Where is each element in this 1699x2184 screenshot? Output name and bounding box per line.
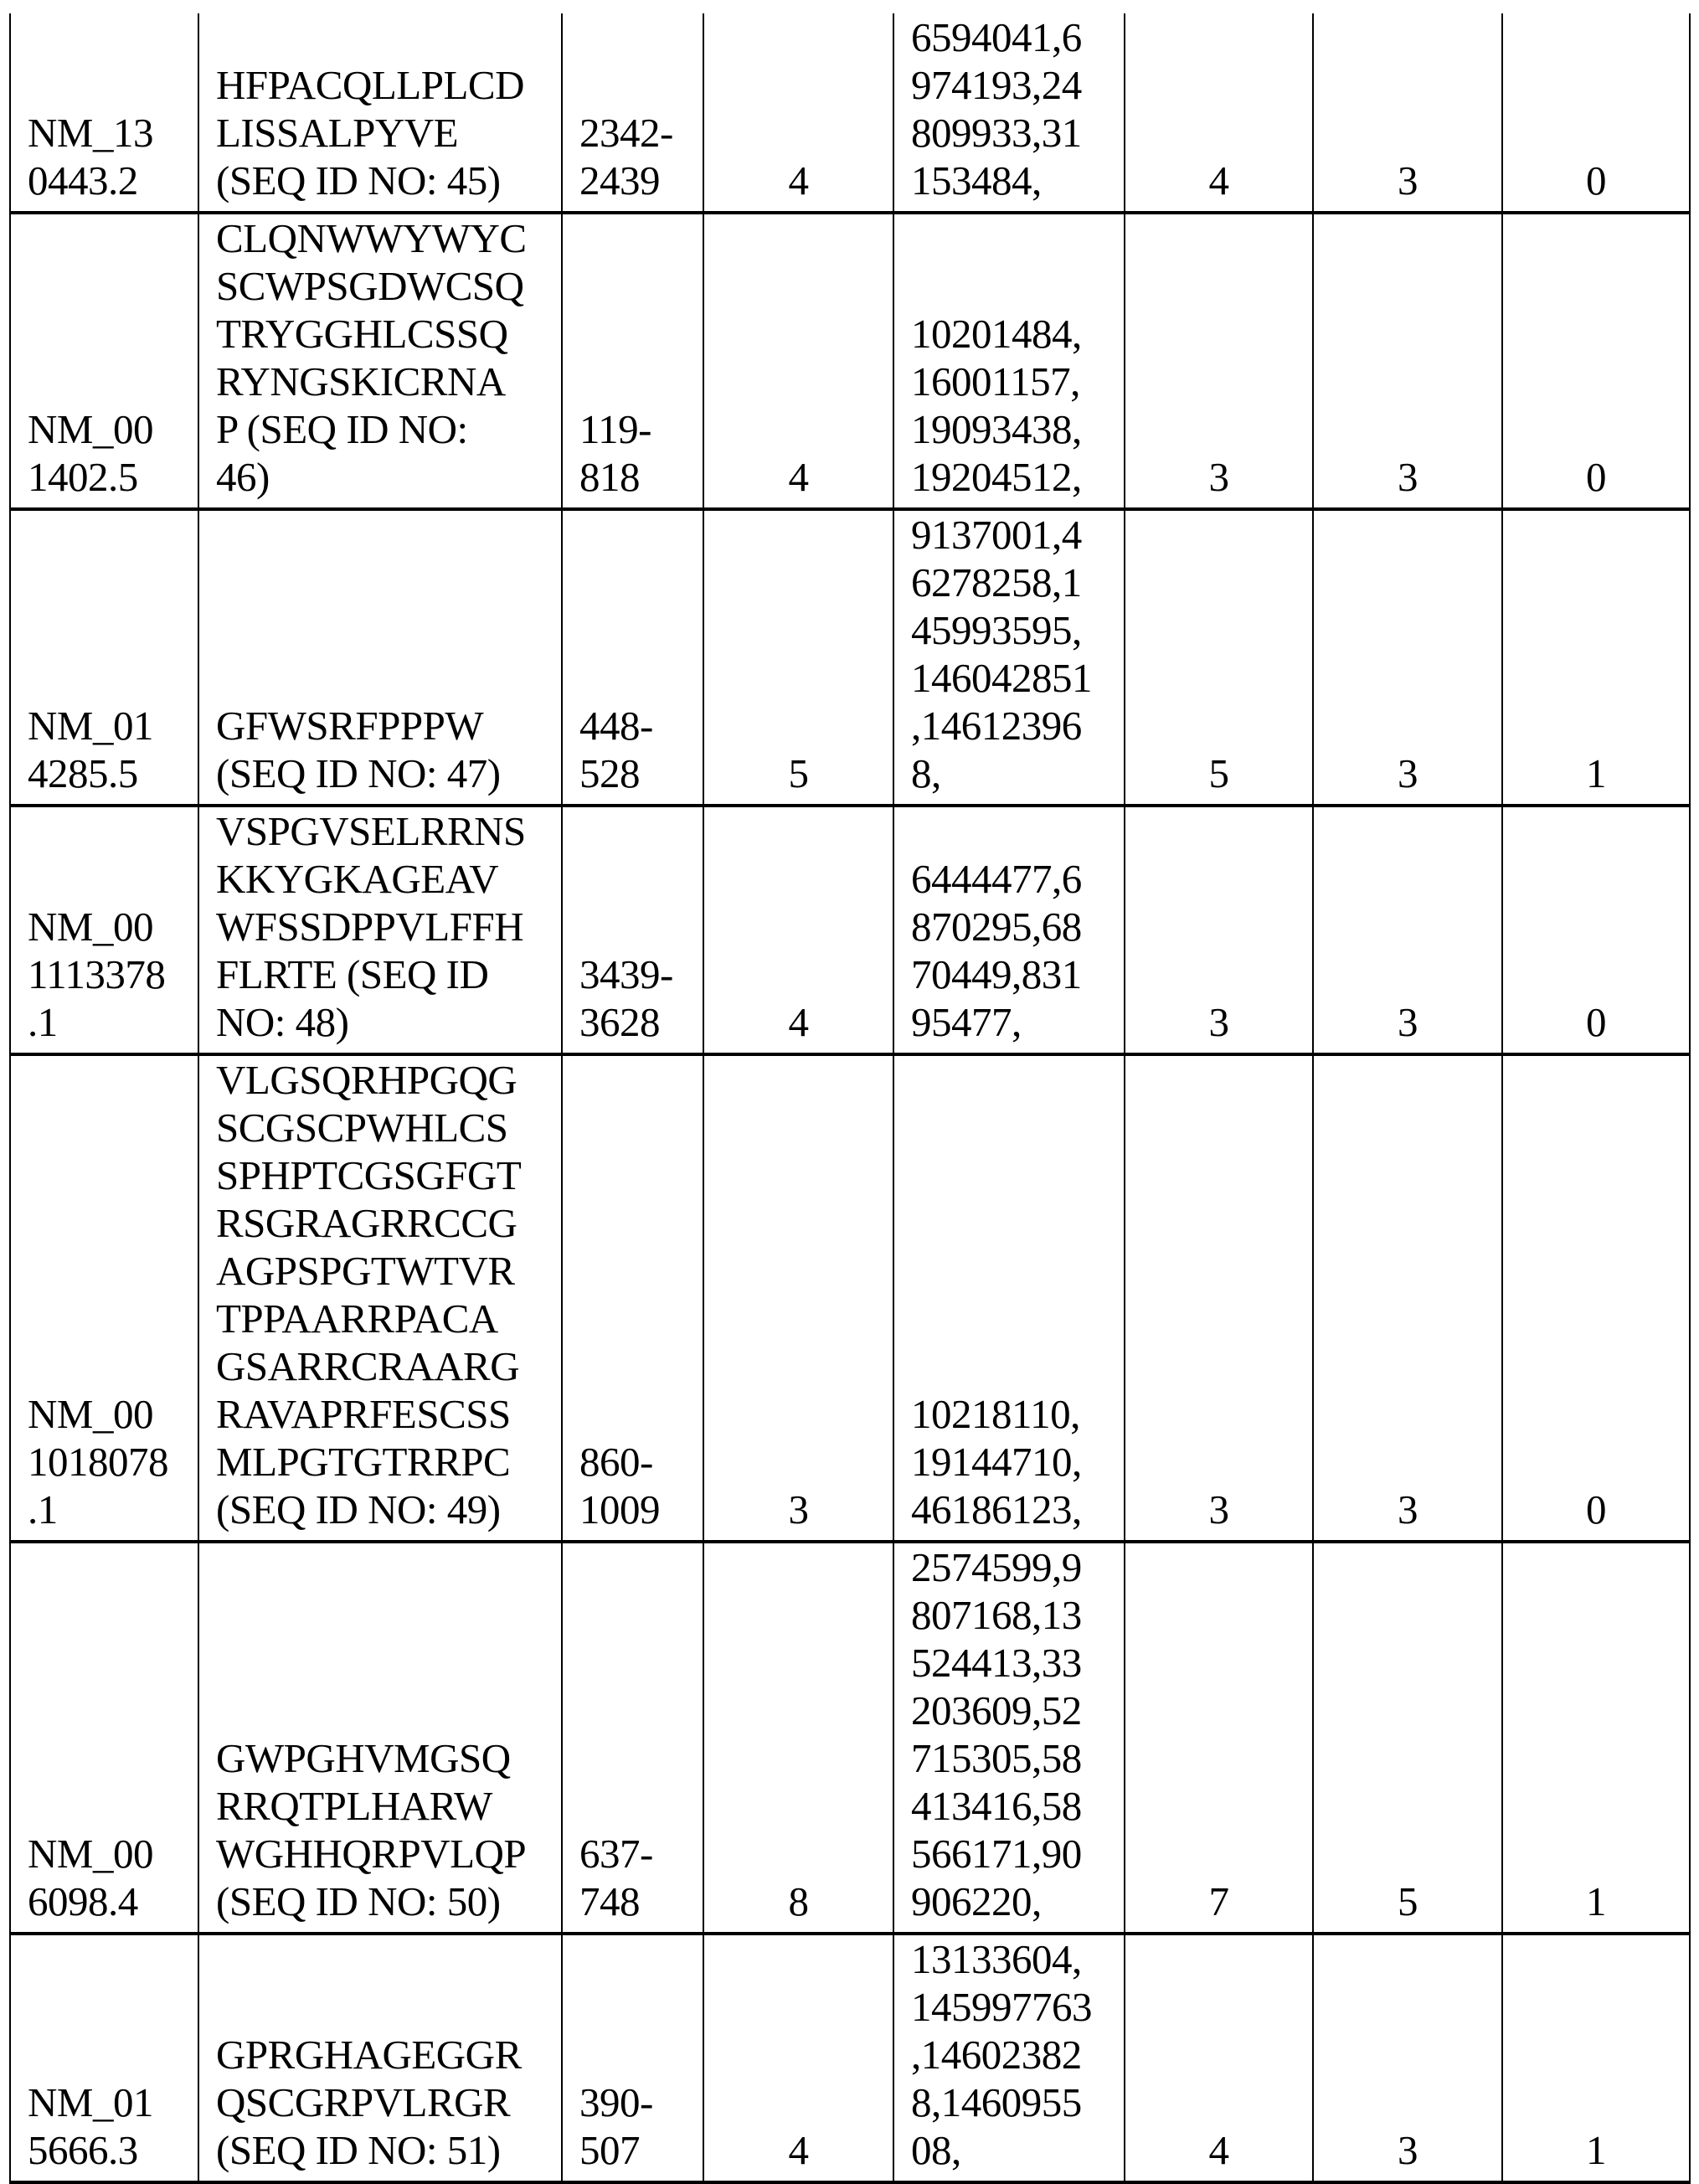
- cell-line: 19093438,: [911, 406, 1082, 452]
- cell-line: 9137001,4: [911, 512, 1082, 558]
- reference-ids-cell: [893, 1542, 1125, 1934]
- cell-line: HFPACQLLPLCD: [216, 62, 524, 108]
- cell-line: VSPGVSELRRNS: [216, 808, 526, 854]
- count-cell-col6: 4: [1125, 1934, 1313, 2182]
- cell-line: (SEQ ID NO: 49): [216, 1486, 501, 1532]
- reference-ids-cell: [893, 1934, 1125, 2182]
- cell-line: 19204512,: [911, 454, 1082, 500]
- cell-line: WGHHQRPVLQP: [216, 1831, 527, 1877]
- count-cell-col8: 1: [1502, 509, 1690, 806]
- cell-line: 809933,31: [911, 110, 1082, 156]
- cell-line: NM_00: [28, 406, 153, 452]
- cell-line: SPHPTCGSGFGT: [216, 1152, 522, 1198]
- cell-line: GFWSRFPPPW: [216, 703, 484, 749]
- cell-line: SCWPSGDWCSQ: [216, 263, 524, 309]
- count-cell-col6: 7: [1125, 1542, 1313, 1934]
- cell-line: NM_13: [28, 110, 153, 156]
- cell-line: 906220,: [911, 1878, 1042, 1924]
- count-cell-col4: 4: [703, 1934, 893, 2182]
- count-cell-col6: 3: [1125, 806, 1313, 1054]
- accession-cell: [10, 806, 198, 1054]
- cell-line: NM_01: [28, 2079, 153, 2125]
- cell-line: (SEQ ID NO: 47): [216, 750, 501, 796]
- cell-line: 3439-: [579, 951, 673, 997]
- cell-line: NM_01: [28, 703, 153, 749]
- cell-line: 1113378: [28, 951, 166, 997]
- count-cell-col6: 4: [1125, 13, 1313, 213]
- count-cell-col6: 5: [1125, 509, 1313, 806]
- cell-line: 3628: [579, 999, 660, 1045]
- cell-line: 2342-: [579, 110, 673, 156]
- cell-line: 566171,90: [911, 1831, 1082, 1877]
- count-cell-col7: 3: [1313, 13, 1502, 213]
- peptide-sequence-cell: [198, 806, 562, 1054]
- cell-line: GPRGHAGEGGR: [216, 2032, 522, 2078]
- reference-ids-cell: [893, 509, 1125, 806]
- cell-line: 46): [216, 454, 270, 500]
- count-cell-col6: 3: [1125, 1054, 1313, 1542]
- accession-cell: [10, 509, 198, 806]
- peptide-sequence-cell: [198, 1054, 562, 1542]
- accession-cell: [10, 13, 198, 213]
- cell-line: FLRTE (SEQ ID: [216, 951, 489, 997]
- cell-line: 46186123,: [911, 1486, 1082, 1532]
- cell-line: 45993595,: [911, 607, 1082, 653]
- cell-line: 637-: [579, 1831, 653, 1877]
- cell-line: 807168,13: [911, 1592, 1082, 1638]
- cell-line: GWPGHVMGSQ: [216, 1735, 511, 1781]
- cell-line: 1009: [579, 1486, 660, 1532]
- position-range-cell: [562, 1934, 703, 2182]
- table-row: [10, 1542, 1690, 1934]
- reference-ids-cell: [893, 213, 1125, 509]
- count-cell-col4: 5: [703, 509, 893, 806]
- count-cell-col7: 3: [1313, 1934, 1502, 2182]
- cell-line: (SEQ ID NO: 51): [216, 2127, 501, 2173]
- count-cell-col7: 3: [1313, 509, 1502, 806]
- count-cell-col7: 3: [1313, 1054, 1502, 1542]
- position-range-cell: [562, 213, 703, 509]
- table-row: [10, 13, 1690, 213]
- accession-cell: [10, 1542, 198, 1934]
- reference-ids-cell: [893, 1054, 1125, 1542]
- cell-line: NO: 48): [216, 999, 349, 1045]
- count-cell-col4: 8: [703, 1542, 893, 1934]
- count-cell-col8: 0: [1502, 13, 1690, 213]
- peptide-sequence-cell: [198, 13, 562, 213]
- cell-line: WFSSDPPVLFFH: [216, 904, 524, 950]
- position-range-cell: [562, 1542, 703, 1934]
- cell-line: 5666.3: [28, 2127, 138, 2173]
- cell-line: RSGRAGRRCCG: [216, 1200, 517, 1246]
- cell-line: 2439: [579, 157, 660, 203]
- sequence-table: [9, 13, 1691, 2184]
- cell-line: (SEQ ID NO: 50): [216, 1878, 501, 1924]
- cell-line: .1: [28, 999, 58, 1045]
- position-range-cell: [562, 806, 703, 1054]
- table-row: [10, 1054, 1690, 1542]
- cell-line: 507: [579, 2127, 640, 2173]
- cell-line: 203609,52: [911, 1687, 1082, 1733]
- cell-line: 818: [579, 454, 640, 500]
- table-row: [10, 509, 1690, 806]
- accession-cell: [10, 1054, 198, 1542]
- cell-line: TPPAARRPACA: [216, 1295, 498, 1342]
- count-cell-col6: 3: [1125, 213, 1313, 509]
- count-cell-col7: 5: [1313, 1542, 1502, 1934]
- count-cell-col4: 3: [703, 1054, 893, 1542]
- count-cell-col8: 1: [1502, 1542, 1690, 1934]
- cell-line: 19144710,: [911, 1439, 1082, 1485]
- cell-line: 119-: [579, 406, 651, 452]
- position-range-cell: [562, 13, 703, 213]
- reference-ids-cell: [893, 13, 1125, 213]
- cell-line: 146042851: [911, 655, 1092, 701]
- cell-line: 860-: [579, 1439, 653, 1485]
- cell-line: RRQTPLHARW: [216, 1783, 492, 1829]
- cell-line: 70449,831: [911, 951, 1082, 997]
- cell-line: 1402.5: [28, 454, 138, 500]
- accession-cell: [10, 213, 198, 509]
- cell-line: .1: [28, 1486, 58, 1532]
- cell-line: LISSALPYVE: [216, 110, 459, 156]
- cell-line: 448-: [579, 703, 653, 749]
- cell-line: 1018078: [28, 1439, 168, 1485]
- count-cell-col8: 0: [1502, 1054, 1690, 1542]
- cell-line: 413416,58: [911, 1783, 1082, 1829]
- cell-line: P (SEQ ID NO:: [216, 406, 468, 452]
- count-cell-col4: 4: [703, 13, 893, 213]
- cell-line: (SEQ ID NO: 45): [216, 157, 501, 203]
- table-row: [10, 1934, 1690, 2182]
- cell-line: 145997763: [911, 1984, 1092, 2030]
- cell-line: 95477,: [911, 999, 1022, 1045]
- count-cell-col7: 3: [1313, 806, 1502, 1054]
- position-range-cell: [562, 509, 703, 806]
- peptide-sequence-cell: [198, 509, 562, 806]
- cell-line: TRYGGHLCSSQ: [216, 311, 508, 357]
- cell-line: 16001157,: [911, 358, 1080, 404]
- cell-line: 8,: [911, 750, 941, 796]
- cell-line: SCGSCPWHLCS: [216, 1105, 508, 1151]
- cell-line: 2574599,9: [911, 1544, 1082, 1590]
- cell-line: MLPGTGTRRPC: [216, 1439, 511, 1485]
- count-cell-col7: 3: [1313, 213, 1502, 509]
- cell-line: VLGSQRHPGQG: [216, 1057, 517, 1103]
- cell-line: 715305,58: [911, 1735, 1082, 1781]
- count-cell-col8: 0: [1502, 806, 1690, 1054]
- cell-line: KKYGKAGEAV: [216, 856, 499, 902]
- cell-line: 0443.2: [28, 157, 138, 203]
- cell-line: RYNGSKICRNA: [216, 358, 506, 404]
- cell-line: AGPSPGTWTVR: [216, 1248, 515, 1294]
- table-row: [10, 213, 1690, 509]
- cell-line: 528: [579, 750, 640, 796]
- cell-line: RAVAPRFESCSS: [216, 1391, 511, 1437]
- cell-line: 524413,33: [911, 1640, 1082, 1686]
- cell-line: 08,: [911, 2127, 961, 2173]
- table-body: [10, 13, 1690, 2182]
- peptide-sequence-cell: [198, 1934, 562, 2182]
- cell-line: GSARRCRAARG: [216, 1343, 520, 1389]
- count-cell-col4: 4: [703, 213, 893, 509]
- cell-line: NM_00: [28, 1391, 153, 1437]
- count-cell-col4: 4: [703, 806, 893, 1054]
- cell-line: NM_00: [28, 904, 153, 950]
- cell-line: NM_00: [28, 1831, 153, 1877]
- cell-line: 748: [579, 1878, 640, 1924]
- peptide-sequence-cell: [198, 1542, 562, 1934]
- accession-cell: [10, 1934, 198, 2182]
- cell-line: 870295,68: [911, 904, 1082, 950]
- cell-line: 4285.5: [28, 750, 138, 796]
- position-range-cell: [562, 1054, 703, 1542]
- cell-line: 6444477,6: [911, 856, 1082, 902]
- cell-line: 13133604,: [911, 1936, 1082, 1982]
- table-row: [10, 806, 1690, 1054]
- cell-line: 390-: [579, 2079, 653, 2125]
- cell-line: CLQNWWYWYC: [216, 215, 527, 261]
- cell-line: 974193,24: [911, 62, 1082, 108]
- cell-line: 153484,: [911, 157, 1042, 203]
- cell-line: 10201484,: [911, 311, 1082, 357]
- count-cell-col8: 0: [1502, 213, 1690, 509]
- cell-line: 8,1460955: [911, 2079, 1082, 2125]
- count-cell-col8: 1: [1502, 1934, 1690, 2182]
- cell-line: QSCGRPVLRGR: [216, 2079, 511, 2125]
- cell-line: 6278258,1: [911, 559, 1082, 605]
- cell-line: ,14612396: [911, 703, 1082, 749]
- cell-line: 6594041,6: [911, 14, 1082, 60]
- cell-line: 6098.4: [28, 1878, 138, 1924]
- peptide-sequence-cell: [198, 213, 562, 509]
- reference-ids-cell: [893, 806, 1125, 1054]
- cell-line: ,14602382: [911, 2032, 1082, 2078]
- cell-line: 10218110,: [911, 1391, 1080, 1437]
